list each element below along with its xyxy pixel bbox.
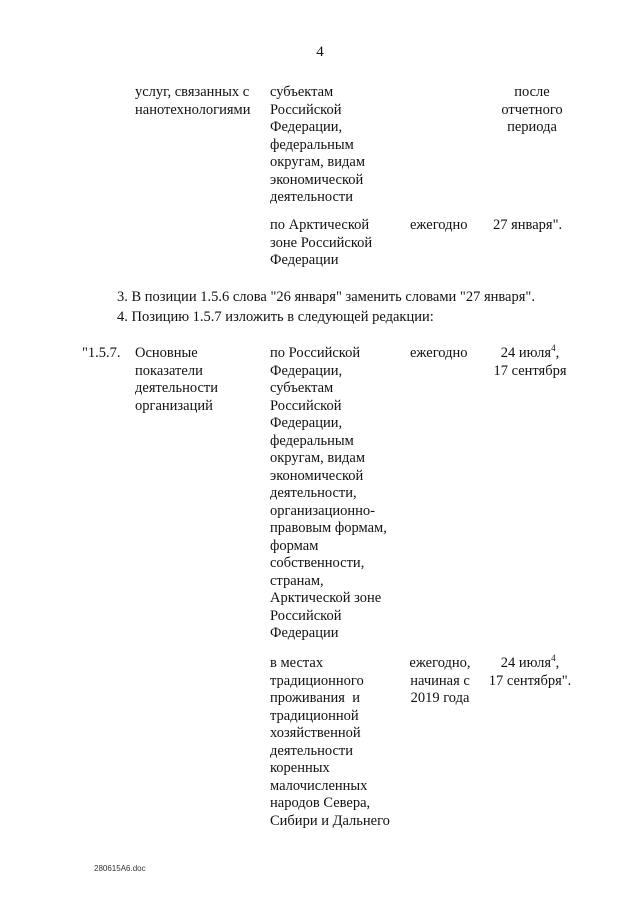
page-number: 4: [316, 44, 324, 60]
deadline-date: 17 сентября".: [488, 672, 572, 689]
deadline-cell: 27 января".: [493, 217, 563, 233]
footnote-ref: 4: [551, 343, 556, 354]
deadline-date: 24 июля: [500, 655, 552, 671]
period-cell: ежегодно, начиная с 2019 года: [409, 655, 471, 706]
deadline-cell: после отчетного периода: [501, 84, 563, 135]
indicator-name: Основные показатели деятельности организаций: [135, 345, 219, 414]
footnote-ref: 4: [551, 653, 556, 664]
breakdown-cell-arctic: по Арктической зоне Российской Федерации: [270, 217, 373, 268]
breakdown-cell: субъектам Российской Федерации, федеральным округам, видам экономической деятельности: [270, 84, 366, 205]
deadline-cell: 24 июля$^4$, 17 сентября: [480, 345, 580, 380]
item-name-continuation: услуг, связанных с нанотехнологиями: [135, 84, 251, 118]
paragraph-4: 4. Позицию 1.5.7 изложить в следующей редакции:: [117, 309, 434, 325]
period-cell: ежегодно: [410, 345, 468, 361]
breakdown-cell-indigenous: в местах традиционного проживания и традиционной хозяйственной деятельности коренных малочисленных народов Севера, Сибири и Дальнего: [270, 655, 390, 829]
breakdown-cell: по Российской Федерации, субъектам Российской Федерации, федеральным округам, видам экономической деятельности, организационно- правовым формам, формам собственности, странам, Арктической зоне Российской Федерации: [270, 345, 387, 641]
document-filename: 280615A6.doc: [94, 864, 146, 873]
deadline-cell: 24 июля$^4$, 17 сентября".: [478, 655, 582, 690]
deadline-date: 17 сентября: [493, 362, 567, 379]
position-number: "1.5.7.: [82, 345, 121, 361]
paragraph-3: 3. В позиции 1.5.6 слова "26 января" заменить словами "27 января".: [117, 289, 535, 305]
period-cell: ежегодно: [410, 217, 468, 233]
deadline-date: 24 июля: [500, 345, 552, 361]
